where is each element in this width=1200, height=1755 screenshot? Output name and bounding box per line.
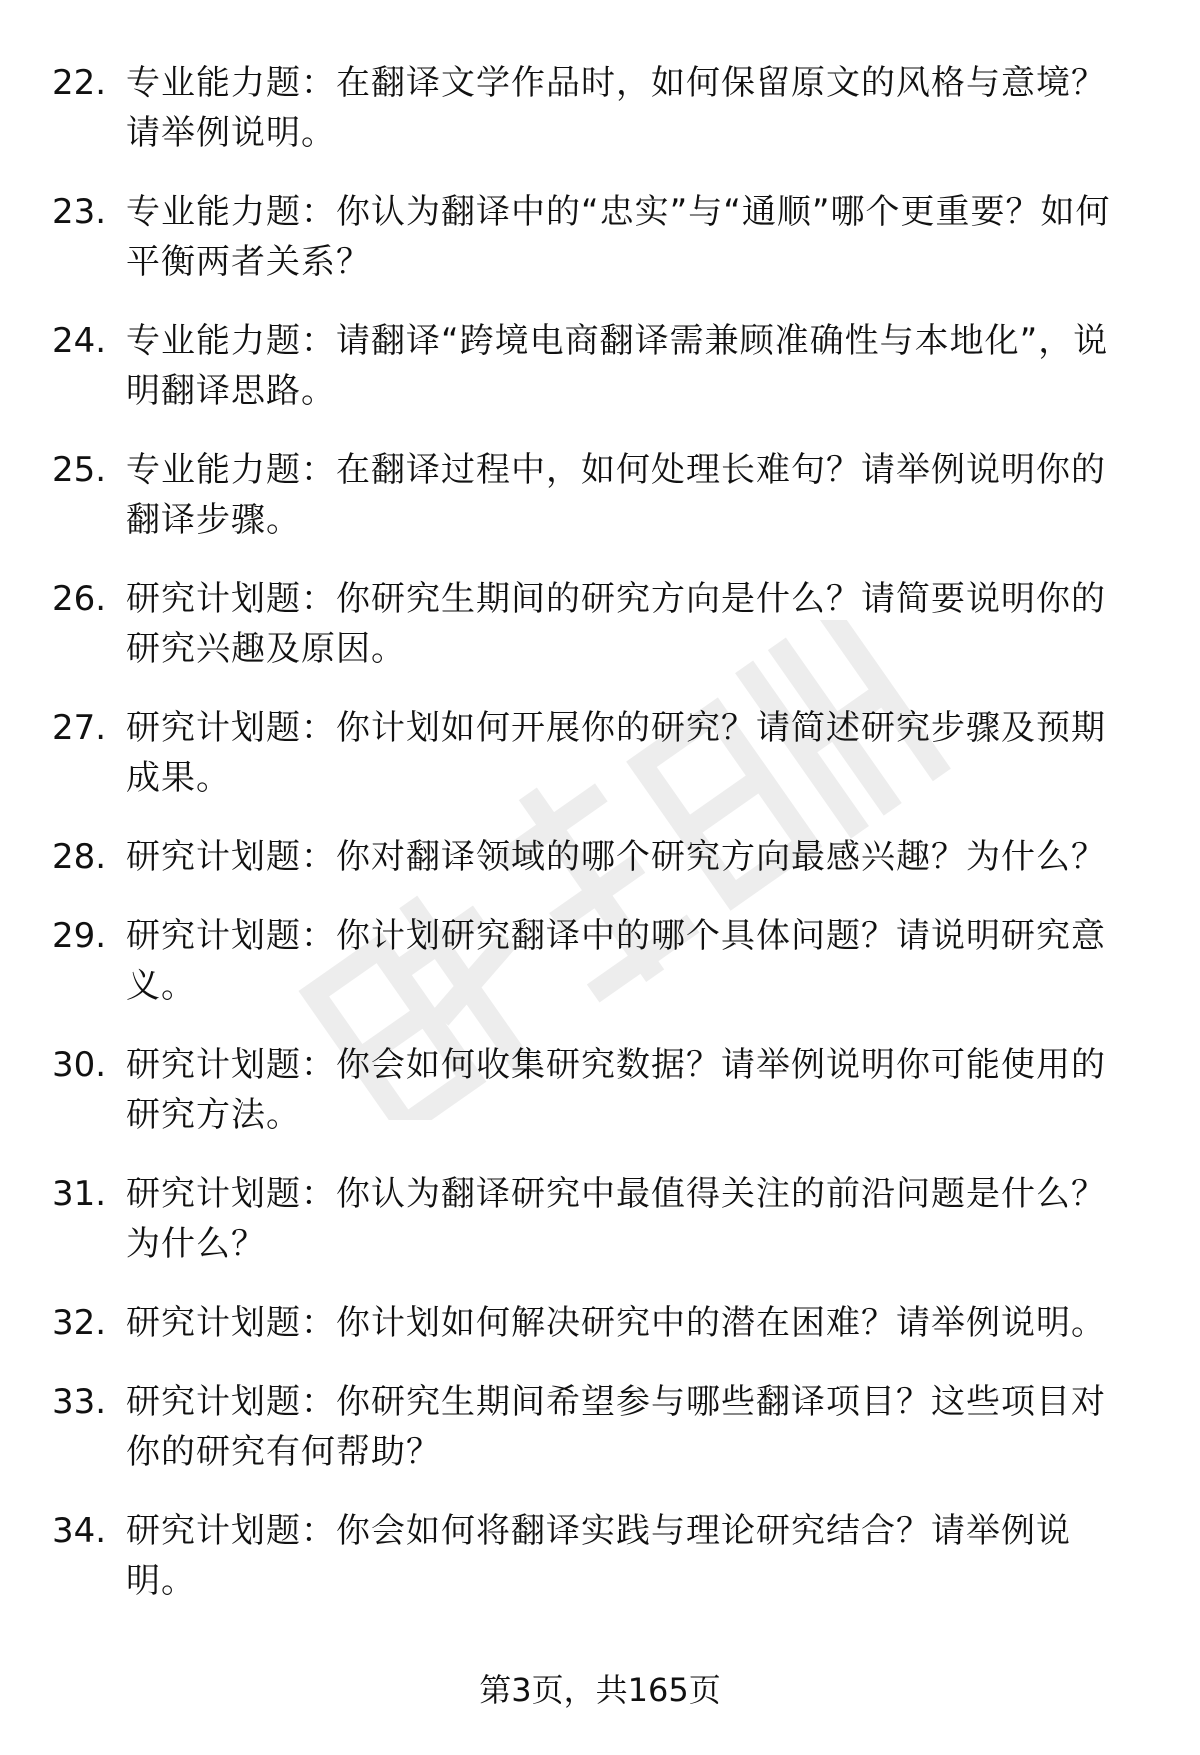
question-text: 研究计划题：你对翻译领域的哪个研究方向最感兴趣？为什么？: [126, 837, 1106, 877]
question-item: [52, 1169, 1152, 1269]
question-item: [52, 832, 1152, 882]
question-number: 30.: [52, 1045, 107, 1085]
question-text: 研究计划题：你计划如何解决研究中的潜在困难？请举例说明。: [126, 1303, 1106, 1343]
question-text: 专业能力题：你认为翻译中的“忠实”与“通顺”哪个更重要？如何平衡两者关系？: [126, 192, 1111, 282]
question-text: 研究计划题：你认为翻译研究中最值得关注的前沿问题是什么？为什么？: [126, 1174, 1106, 1264]
question-item: [52, 703, 1152, 803]
question-item: [52, 1377, 1152, 1477]
question-item: [52, 445, 1152, 545]
question-number: 31.: [52, 1174, 107, 1214]
page-footer: 第3页，共165页: [479, 1671, 721, 1709]
question-number: 25.: [52, 450, 107, 490]
question-text: 专业能力题：在翻译过程中，如何处理长难句？请举例说明你的翻译步骤。: [126, 450, 1106, 540]
question-text: 研究计划题：你计划研究翻译中的哪个具体问题？请说明研究意义。: [126, 916, 1106, 1006]
question-number: 34.: [52, 1511, 107, 1551]
question-text: 研究计划题：你研究生期间的研究方向是什么？请简要说明你的研究兴趣及原因。: [126, 579, 1106, 669]
question-text: 研究计划题：你计划如何开展你的研究？请简述研究步骤及预期成果。: [126, 708, 1106, 798]
question-item: [52, 574, 1152, 674]
question-number: 22.: [52, 63, 107, 103]
question-number: 28.: [52, 837, 107, 877]
question-list: [52, 58, 1152, 1635]
question-text: 专业能力题：请翻译“跨境电商翻译需兼顾准确性与本地化”，说明翻译思路。: [126, 321, 1109, 411]
question-number: 32.: [52, 1303, 107, 1343]
question-number: 33.: [52, 1382, 107, 1422]
question-text: 研究计划题：你会如何将翻译实践与理论研究结合？请举例说明。: [126, 1511, 1071, 1601]
question-number: 26.: [52, 579, 107, 619]
question-number: 27.: [52, 708, 107, 748]
question-number: 24.: [52, 321, 107, 361]
question-text: 专业能力题：在翻译文学作品时，如何保留原文的风格与意境？请举例说明。: [126, 63, 1106, 153]
question-number: 29.: [52, 916, 107, 956]
question-item: [52, 187, 1152, 287]
question-text: 研究计划题：你会如何收集研究数据？请举例说明你可能使用的研究方法。: [126, 1045, 1106, 1135]
question-item: [52, 1506, 1152, 1606]
question-item: [52, 58, 1152, 158]
question-item: [52, 1040, 1152, 1140]
question-text: 研究计划题：你研究生期间希望参与哪些翻译项目？这些项目对你的研究有何帮助？: [126, 1382, 1106, 1472]
question-item: [52, 911, 1152, 1011]
question-item: [52, 1298, 1152, 1348]
question-item: [52, 316, 1152, 416]
question-number: 23.: [52, 192, 107, 232]
